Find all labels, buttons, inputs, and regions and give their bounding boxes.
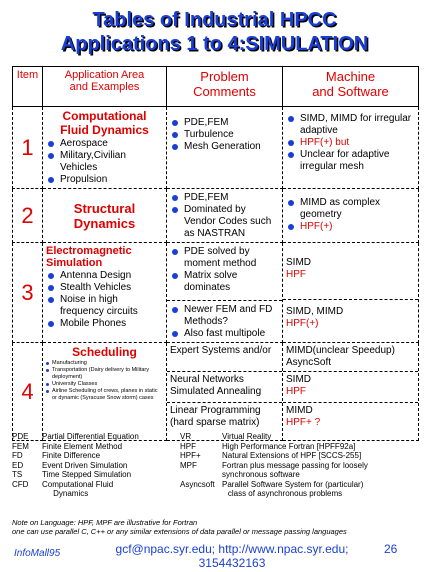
glossary-def: Parallel Software System for (particular) [222, 479, 364, 489]
table-row [13, 243, 419, 343]
glossary-abbr: HPF+ [180, 451, 201, 460]
area-title [46, 245, 163, 269]
list-item: Mobile Phones [46, 318, 163, 330]
machine-text [286, 257, 415, 281]
glossary-row [12, 432, 422, 442]
list-item: HPF(+) [286, 221, 415, 233]
list-item: Aerospace [46, 138, 163, 150]
header-problem-line-2: Comments [193, 84, 256, 99]
glossary-abbr: Asyncsoft [180, 479, 215, 489]
area-list [46, 360, 163, 402]
glossary-def: Partial Differential Equation [42, 432, 139, 441]
table-row [13, 189, 419, 243]
title-line-1: Tables of Industrial HPCC [92, 9, 337, 31]
area-list [46, 138, 163, 186]
list-item: MIMD as complex geometry [286, 197, 415, 221]
machine-text [286, 345, 415, 371]
problem-cell [167, 243, 283, 343]
list-item: Noise in high frequency circuits [46, 294, 163, 318]
header-area-line-1: Application Area [64, 69, 145, 81]
header-problem [167, 67, 283, 107]
list-item: Manufacturing [46, 360, 163, 367]
area-title [46, 109, 163, 137]
glossary-def: class of asynchronous problems [227, 489, 343, 498]
machine-subcell [283, 402, 418, 429]
list-item: Military,Civilian Vehicles [46, 150, 163, 174]
glossary-row [12, 442, 422, 452]
problem-cell [167, 189, 283, 243]
glossary-row [12, 480, 422, 490]
glossary-def: Event Driven Simulation [42, 460, 128, 470]
list-item: Turbulence [170, 129, 279, 141]
list-item: Dominated by Vendor Codes such as NASTRAN [170, 204, 279, 240]
glossary [12, 432, 422, 499]
glossary-abbr: CFD [12, 479, 29, 489]
glossary-abbr [187, 489, 228, 499]
problem-subcell: Neural Networks Simulated Annealing [167, 371, 282, 402]
glossary-def: Natural Extensions of HPF [SCCS-255] [222, 451, 362, 460]
area-cell [43, 243, 167, 343]
problem-list [170, 117, 279, 153]
list-item: Airline Scheduling of crews, planes in static or dynamic (Syracuse Snow storm) cases [46, 388, 163, 402]
table-row [13, 343, 419, 441]
problem-list [170, 304, 279, 340]
machine-cell [283, 107, 419, 189]
machine-cell [283, 189, 419, 243]
list-item: Unclear for adaptive irregular mesh [286, 149, 415, 173]
glossary-def: Time Stepped Simulation [42, 470, 132, 479]
glossary-abbr: TS [12, 470, 23, 479]
footer-contact-line: 3154432163 [198, 556, 266, 570]
area-cell [43, 189, 167, 243]
glossary-def: Computational Fluid [42, 479, 114, 489]
glossary-def: synchronous software [222, 470, 300, 479]
page-number: 26 [384, 542, 398, 556]
area-cell [43, 107, 167, 189]
row-number: 4 [13, 343, 43, 441]
area-title-line: Simulation [46, 257, 103, 269]
machine-line: AsyncSoft [286, 357, 332, 368]
header-problem-line-1: Problem [200, 69, 249, 84]
glossary-row [12, 461, 422, 471]
machine-list [286, 197, 415, 233]
glossary-def: Fortran plus message passing for loosely [222, 460, 368, 470]
problem-subcell: Linear Programming (hard sparse matrix) [167, 402, 282, 429]
page-title [0, 8, 429, 56]
machine-line: HPF [286, 386, 306, 397]
machine-subcell [283, 299, 418, 330]
machine-line: MIMD [286, 405, 313, 416]
row-number: 1 [13, 107, 43, 189]
list-item: Matrix solve dominates [170, 270, 279, 294]
language-note [12, 518, 428, 536]
area-title-line: Computational [62, 109, 147, 123]
glossary-row [12, 451, 422, 461]
glossary-abbr: MPF [180, 460, 197, 470]
header-item: Item [13, 67, 43, 107]
footer-logo-text: InfoMall95 [14, 548, 61, 559]
row-number: 3 [13, 243, 43, 343]
machine-line: HPF [286, 269, 306, 280]
footer-contact [92, 542, 372, 570]
glossary-row [12, 470, 422, 480]
area-title-line: Fluid Dynamics [60, 123, 149, 137]
title-line-2: Applications 1 to 4:SIMULATION [60, 33, 369, 55]
list-item: PDE,FEM [170, 192, 279, 204]
list-item: PDE,FEM [170, 117, 279, 129]
row-number: 2 [13, 189, 43, 243]
area-cell [43, 343, 167, 441]
machine-line: MIMD(unclear Speedup) [286, 345, 395, 356]
problem-text: Expert Systems and/or [170, 345, 272, 356]
list-item: Propulsion [46, 174, 163, 186]
area-title-line: Dynamics [73, 215, 136, 231]
glossary-abbr: HPF [180, 441, 196, 451]
header-machine-line-2: and Software [312, 84, 389, 99]
list-item: Also fast multipole [170, 328, 279, 340]
machine-cell [283, 243, 419, 343]
area-title [46, 201, 163, 231]
machine-line: HPF(+) [286, 318, 319, 329]
glossary-abbr: FEM [12, 441, 29, 451]
footer-contact-line: gcf@npac.syr.edu; http://www.npac.syr.edu; [115, 542, 349, 556]
machine-line: SIMD, MIMD [286, 306, 344, 317]
area-title-line: Electromagnetic [46, 245, 132, 257]
glossary-abbr [180, 470, 222, 480]
table-row [13, 107, 419, 189]
list-item: Antenna Design [46, 270, 163, 282]
glossary-def: Virtual Reality [222, 432, 272, 441]
glossary-abbr: VR [180, 432, 192, 441]
area-title: Scheduling [72, 345, 137, 359]
area-title-line: Structural [73, 200, 136, 216]
header-row [13, 67, 419, 107]
area-list [46, 270, 163, 330]
list-item: Mesh Generation [170, 141, 279, 153]
header-area-line-2: and Examples [69, 81, 140, 93]
glossary-abbr: ED [12, 460, 24, 470]
header-machine [283, 67, 419, 107]
header-area [43, 67, 167, 107]
list-item: Newer FEM and FD Methods? [170, 304, 279, 328]
note-line: one can use parallel C, C++ or any similar extensions of data parallel or message passing languages [12, 527, 347, 536]
glossary-abbr: PDE [12, 432, 29, 441]
applications-table [12, 66, 419, 441]
glossary-abbr: FD [12, 451, 23, 460]
machine-subcell [283, 371, 418, 402]
machine-line: HPF+ ? [286, 417, 321, 428]
machine-cell [283, 343, 419, 441]
note-line: Note on Language: HPF, MPF are illustrative for Fortran [12, 518, 198, 527]
problem-cell [167, 343, 283, 441]
list-item: Transportation (Dairy delivery to Military deployment) [46, 367, 163, 381]
header-machine-line-1: Machine [325, 69, 376, 84]
glossary-def: High Performance Fortran [HPFF92a] [222, 441, 356, 451]
problem-cell [167, 107, 283, 189]
glossary-row [12, 489, 422, 499]
glossary-abbr [12, 489, 41, 499]
list-item: HPF(+) but [286, 137, 415, 149]
list-item: University Classes [46, 381, 163, 388]
problem-list [170, 192, 279, 240]
problem-list [170, 246, 279, 294]
glossary-def: Finite Element Method [42, 441, 123, 451]
glossary-def: Dynamics [53, 489, 89, 498]
problem-subcell [167, 300, 282, 340]
list-item: Stealth Vehicles [46, 282, 163, 294]
machine-list [286, 113, 415, 173]
list-item: SIMD, MIMD for irregular adaptive [286, 113, 415, 137]
machine-line: SIMD [286, 374, 311, 385]
glossary-def: Finite Difference [42, 451, 101, 460]
list-item: PDE solved by moment method [170, 246, 279, 270]
machine-line: SIMD [286, 257, 311, 268]
